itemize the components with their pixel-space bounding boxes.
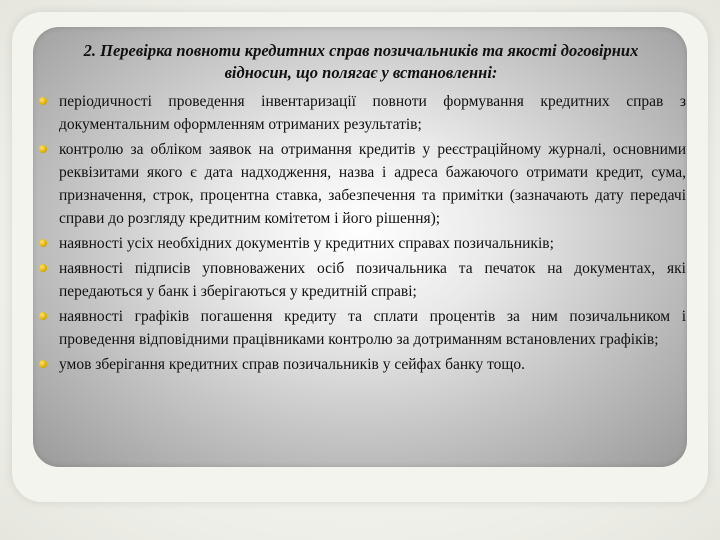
bullet-icon [39,360,47,368]
list-item [36,257,686,303]
slide-content [36,40,686,378]
list-item [36,353,686,376]
bullet-list [36,90,686,376]
list-item [36,90,686,136]
bullet-icon [39,97,47,105]
bullet-icon [39,264,47,272]
list-item-text: наявності графіків погашення кредиту та сплати процентів за ним позичальником і проведення відповідними працівниками контролю за дотриманням встановлених графіків; [59,308,686,348]
list-item [36,138,686,230]
list-item-text: періодичності проведення інвентаризації повноти формування кредитних справ з документальним оформленням отриманих результатів; [59,93,686,133]
bullet-icon [39,312,47,320]
slide-title: 2. Перевірка повноти кредитних справ позичальників та якості договірних відносин, що полягає у встановленні: [83,41,639,82]
list-item-text: контролю за обліком заявок на отримання кредитів у реєстраційному журналі, основними реквізитами якого є дата надходження, назва і адреса бажаючого отримати кредит, сума, призначення, строк, процентна ставка, забезпечення та примітки (зазначають дату передачі справи до розгляду кредитним комітетом і його рішення); [59,141,686,227]
list-item [36,305,686,351]
bullet-icon [39,145,47,153]
list-item-text: наявності підписів уповноважених осіб позичальника та печаток на документах, які передаються у банк і зберігаються у кредитній справі; [59,260,686,300]
list-item-text: наявності усіх необхідних документів у кредитних справах позичальників; [59,235,554,252]
list-item [36,232,686,255]
bullet-icon [39,239,47,247]
list-item-text: умов зберігання кредитних справ позичальників у сейфах банку тощо. [59,356,525,373]
